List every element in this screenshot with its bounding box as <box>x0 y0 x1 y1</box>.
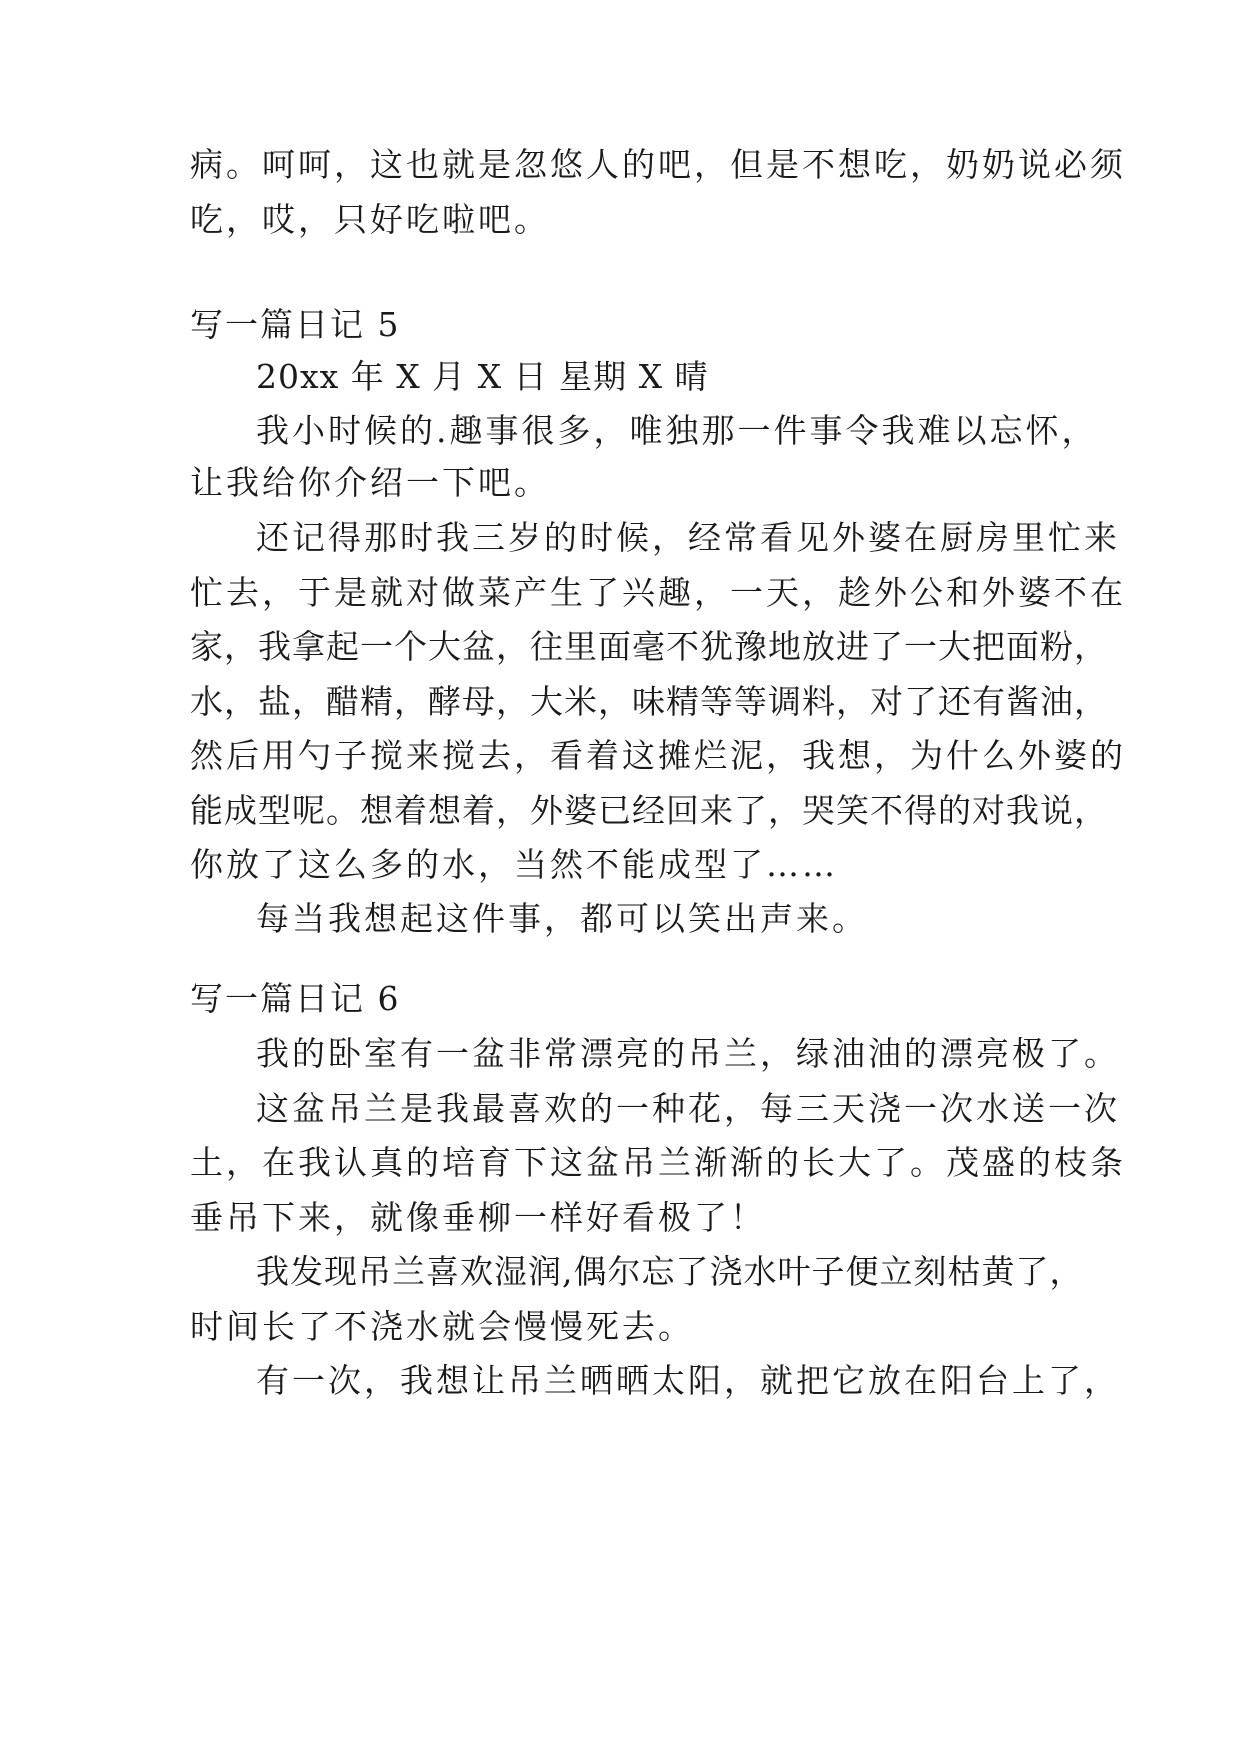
section-6-p1-line-1: 我的卧室有一盆非常漂亮的吊兰，绿油油的漂亮极了。 <box>256 1034 1120 1073</box>
section-5-p2-line-3: 家，我拿起一个大盆，往里面毫不犹豫地放进了一大把面粉， <box>190 627 1108 666</box>
section-5-p2-line-2: 忙去，于是就对做菜产生了兴趣，一天，趁外公和外婆不在 <box>190 573 1126 612</box>
section-5-p2-line-6: 能成型呢。想着想着，外婆已经回来了，哭笑不得的对我说， <box>190 791 1108 830</box>
section-5-p2-line-7: 你放了这么多的水，当然不能成型了…… <box>190 845 838 884</box>
section-6-p2-line-3: 垂吊下来，就像垂柳一样好看极了！ <box>190 1198 766 1237</box>
section-5-p2-line-4: 水，盐，醋精，酵母，大米，味精等等调料，对了还有酱油， <box>190 682 1108 721</box>
intro-line-1: 病。呵呵，这也就是忽悠人的吧，但是不想吃，奶奶说必须 <box>190 145 1126 184</box>
section-5-p2-line-1: 还记得那时我三岁的时候，经常看见外婆在厨房里忙来 <box>256 518 1120 557</box>
intro-line-2: 吃，哎，只好吃啦吧。 <box>190 200 550 239</box>
section-5-p1-line-1: 我小时候的.趣事很多，唯独那一件事令我难以忘怀， <box>256 411 1098 450</box>
section-6-p2-line-2: 土，在我认真的培育下这盆吊兰渐渐的长大了。茂盛的枝条 <box>190 1143 1126 1182</box>
section-6-p3-line-1: 我发现吊兰喜欢湿润,偶尔忘了浇水叶子便立刻枯黄了， <box>256 1252 1084 1291</box>
section-6-p4-line-1: 有一次，我想让吊兰晒晒太阳，就把它放在阳台上了， <box>256 1361 1120 1400</box>
section-6-title: 写一篇日记 6 <box>190 979 401 1018</box>
section-5-title: 写一篇日记 5 <box>190 305 401 344</box>
section-6-p3-line-2: 时间长了不浇水就会慢慢死去。 <box>190 1307 694 1346</box>
section-5-p2-line-5: 然后用勺子搅来搅去，看着这摊烂泥，我想，为什么外婆的 <box>190 736 1126 775</box>
section-5-date-line: 20xx 年 X 月 X 日 星期 X 晴 <box>256 357 709 396</box>
section-6-p2-line-1: 这盆吊兰是我最喜欢的一种花，每三天浇一次水送一次 <box>256 1089 1120 1128</box>
section-5-p3-line-1: 每当我想起这件事，都可以笑出声来。 <box>256 899 868 938</box>
section-5-p1-line-2: 让我给你介绍一下吧。 <box>190 463 550 502</box>
